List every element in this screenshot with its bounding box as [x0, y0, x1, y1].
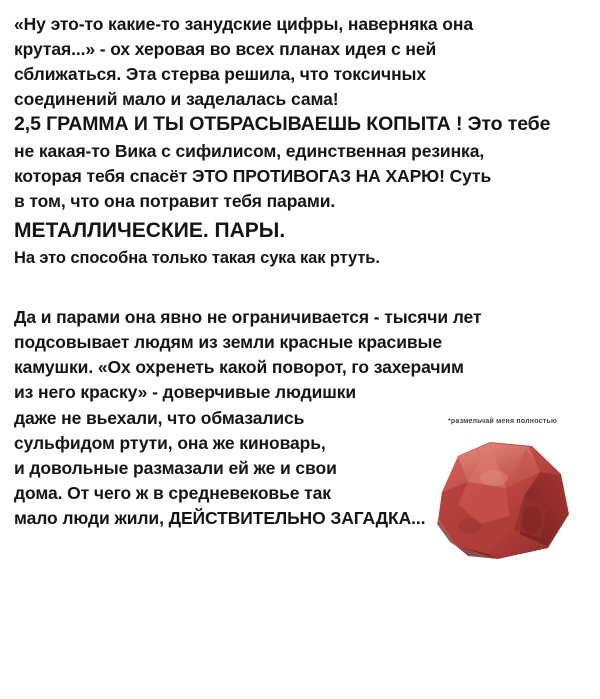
paragraph-block-1: [14, 12, 586, 271]
shout-line: МЕТАЛЛИЧЕСКИЕ. ПАРЫ.: [14, 218, 286, 242]
text-line: Да и парами она явно не ограничивается - тысячи лет: [14, 306, 482, 327]
paragraph-block-2: [14, 305, 586, 532]
text-line: соединений мало и заделалась сама!: [14, 88, 339, 109]
text-line: даже не вьехали, что обмазались: [14, 407, 305, 428]
text-line: дома. От чего ж в средневековье так: [14, 483, 331, 504]
emphasis-line: которая тебя спасёт ЭТО ПРОТИВОГАЗ НА ХАРЮ! Суть: [14, 165, 492, 186]
image-caption: *размельчай меня полностью: [447, 417, 557, 425]
emphasis-line: не какая-то Вика с сифилисом, единственная резинка,: [14, 141, 485, 162]
emphasis-line: в том, что она потравит тебя парами.: [14, 190, 336, 211]
closing-line: На это способна только такая сука как ртуть.: [14, 249, 380, 268]
text-line: подсовывает людям из земли красные красивые: [14, 332, 442, 353]
text-line: сближаться. Эта стерва решила, что токсичных: [14, 63, 427, 84]
text-line: крутая...» - ох херовая во всех планах идея с ней: [14, 38, 437, 59]
cinnabar-mineral-photo: [428, 430, 578, 562]
emphasis-line: 2,5 ГРАММА И ТЫ ОТБРАСЫВАЕШЬ КОПЫТА ! Это тебе: [14, 113, 551, 136]
text-line: из него краску» - доверчивые людишки: [14, 382, 357, 403]
paragraph-spacer: [14, 271, 586, 305]
text-line: мало люди жили, ДЕЙСТВИТЕЛЬНО ЗАГАДКА...: [14, 508, 426, 529]
text-line: камушки. «Ох охренеть какой поворот, го захерачим: [14, 357, 464, 378]
mineral-figure: [425, 417, 580, 562]
text-line: сульфидом ртути, она же киноварь,: [14, 432, 326, 453]
text-line: «Ну это-то какие-то занудские цифры, наверняка она: [14, 14, 473, 34]
text-line: и довольные размазали ей же и свои: [14, 457, 337, 478]
